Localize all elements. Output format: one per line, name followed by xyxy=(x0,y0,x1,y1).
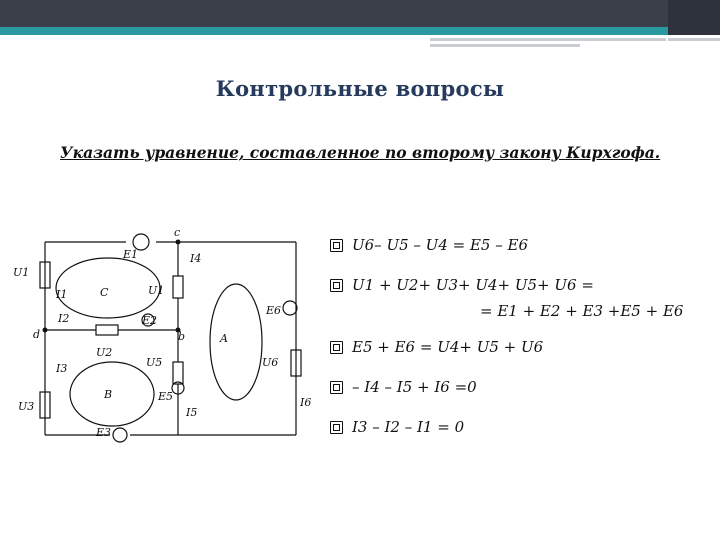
i5-label: I5 xyxy=(186,406,198,419)
e1-label: E1 xyxy=(123,248,139,261)
answer-text: – I4 – I5 + I6 =0 xyxy=(352,378,477,396)
e5-label: E5 xyxy=(158,390,174,403)
answer-list xyxy=(330,236,690,458)
checkbox-icon[interactable] xyxy=(330,239,343,252)
checkbox-icon[interactable] xyxy=(330,421,343,434)
answer-option[interactable] xyxy=(330,236,690,258)
e2-label: E2 xyxy=(142,314,158,327)
u1-mid-label: U1 xyxy=(148,284,165,297)
i1-label: I1 xyxy=(56,288,68,301)
circuit-diagram xyxy=(8,222,312,462)
i4-label: I4 xyxy=(190,252,202,265)
top-bar-accent xyxy=(0,27,720,35)
node-d-label: d xyxy=(33,328,41,341)
question-text: Указать уравнение, составленное по второму закону Кирхгофа. xyxy=(60,143,661,162)
u6-label: U6 xyxy=(262,356,279,369)
answer-text: I3 – I2 – I1 = 0 xyxy=(352,418,465,436)
i3-label: I3 xyxy=(56,362,68,375)
u1-left-label: U1 xyxy=(13,266,30,279)
answer-text: U1 + U2+ U3+ U4+ U5+ U6 = xyxy=(352,276,594,294)
loop-b-label: B xyxy=(104,388,113,401)
checkbox-icon[interactable] xyxy=(330,279,343,292)
answer-option[interactable] xyxy=(330,418,690,440)
loop-c-label: C xyxy=(100,286,109,299)
top-bar-right-block xyxy=(668,0,720,35)
answer-text: U6– U5 – U4 = E5 – E6 xyxy=(352,236,528,254)
loop-a-label: A xyxy=(220,332,228,345)
decor-line xyxy=(430,44,580,47)
node-c-label: c xyxy=(174,226,181,239)
decor-line xyxy=(430,38,666,41)
u5-label: U5 xyxy=(146,356,163,369)
i6-label: I6 xyxy=(300,396,312,409)
answer-option[interactable] xyxy=(330,378,690,400)
checkbox-icon[interactable] xyxy=(330,381,343,394)
e3-label: E3 xyxy=(96,426,112,439)
answer-option[interactable] xyxy=(330,338,690,360)
page-title: Контрольные вопросы xyxy=(215,76,505,101)
checkbox-icon[interactable] xyxy=(330,341,343,354)
e6-label: E6 xyxy=(266,304,282,317)
answer-text-continuation: = E1 + E2 + E3 +E5 + E6 xyxy=(480,302,684,320)
u3-label: U3 xyxy=(18,400,35,413)
decor-line xyxy=(668,38,720,41)
answer-text: E5 + E6 = U4+ U5 + U6 xyxy=(352,338,544,356)
i2-label: I2 xyxy=(58,312,70,325)
node-b-label: b xyxy=(178,330,186,343)
top-bar xyxy=(0,0,720,27)
answer-option[interactable] xyxy=(330,276,690,320)
u2-label: U2 xyxy=(96,346,113,359)
